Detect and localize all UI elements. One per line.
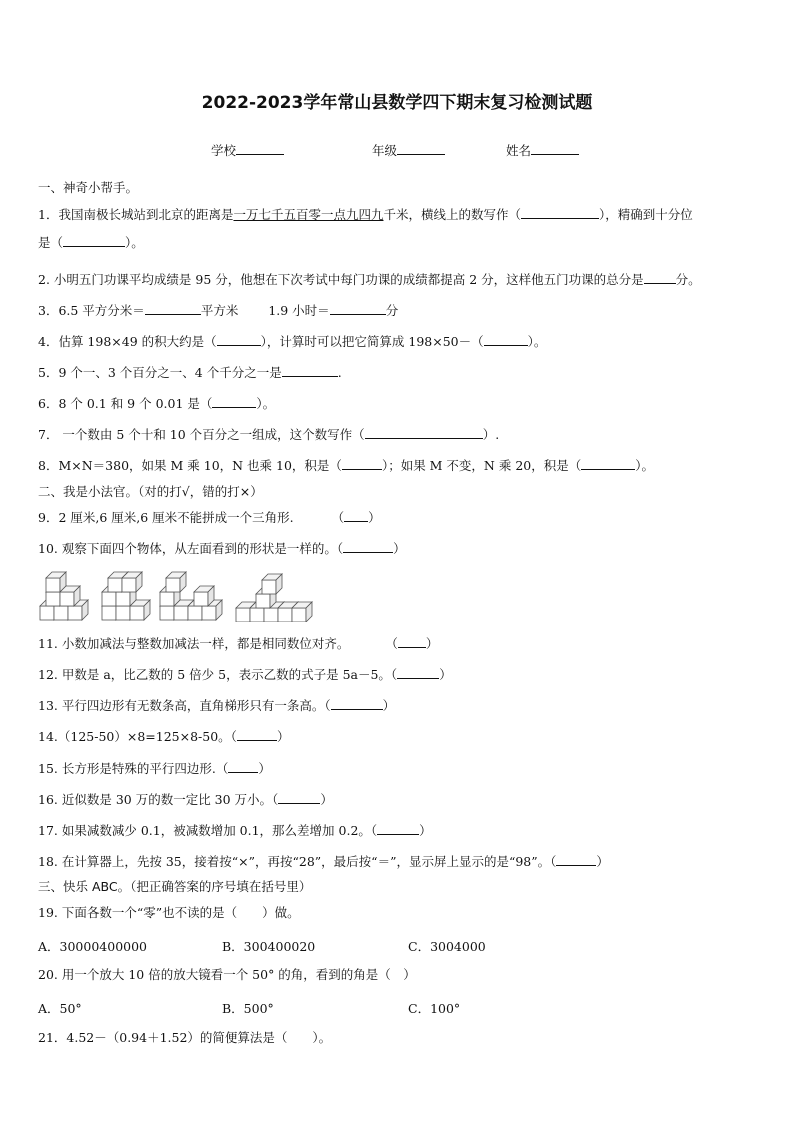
question-10 [38,540,758,557]
name-blank[interactable] [531,142,579,155]
q13-paren-close: ） [382,698,396,713]
grade-label: 年级 [372,143,398,158]
q17-text: 17. 如果减数减少 0.1，被减数增加 0.1，那么差增加 0.2。（ [38,823,378,838]
q11-paren-close: ） [425,636,439,651]
q19-option-b[interactable]: B．300400020 [222,939,316,954]
q14-blank[interactable] [237,728,277,741]
section-3-heading: 三、快乐 ABC。（把正确答案的序号填在括号里） [38,879,312,894]
q19-option-a[interactable]: A．30000400000 [38,939,148,954]
section-2-heading: 二、我是小法官。（对的打√，错的打×） [38,484,263,499]
q10-text: 10. 观察下面四个物体，从左面看到的形状是一样的。（ [38,541,344,556]
q8-blank-2[interactable] [581,457,635,470]
q3-text-c: 1.9 小时＝ [268,303,330,318]
q13-blank[interactable] [331,697,383,710]
q12-blank[interactable] [397,666,439,679]
q1-text-e: ）。 [125,235,144,250]
q20-option-c[interactable]: C．100° [408,1001,461,1016]
q10-blank[interactable] [343,540,393,553]
q9-blank[interactable] [344,509,368,522]
q20-option-a[interactable]: A．50° [38,1001,82,1016]
question-11 [38,635,758,652]
q4-blank-1[interactable] [217,333,261,346]
name-label: 姓名 [506,143,532,158]
q5-text-b: . [337,365,342,380]
q3-text-d: 分 [385,303,399,318]
q18-paren-close: ） [596,854,609,869]
page-title: 2022-2023学年常山县数学四下期末复习检测试题 [201,93,593,113]
q5-blank[interactable] [282,364,338,377]
q14-text: 14.（125-50）×8=125×8-50。（ [38,729,237,744]
question-16 [38,791,758,808]
q14-paren-close: ） [276,729,290,744]
q10-paren-close: ） [393,541,406,556]
q12-text: 12. 甲数是 a，比乙数的 5 倍少 5，表示乙数的式子是 5a－5。（ [38,667,398,682]
q4-text-b: ），计算时可以把它简算成 198×50－（ [260,334,484,349]
q8-text-c: ）。 [635,458,654,473]
q1-text-b: 千米，横线上的数写作（ [383,207,521,222]
question-18 [38,853,758,870]
q3-text-a: 3．6.5 平方分米＝ [38,303,145,318]
grade-field [372,141,445,159]
q2-end: 分。 [675,272,701,287]
q3-blank-2[interactable] [330,302,386,315]
q7-text-b: ）. [482,427,500,442]
q1-text-a: 1．我国南极长城站到北京的距离是 [38,207,234,222]
question-6 [38,395,758,412]
question-3 [38,302,758,319]
school-blank[interactable] [236,142,284,155]
question-9 [38,509,758,526]
question-19: 19. 下面各数一个“零”也不读的是（ ）做。 [38,905,300,920]
question-7 [38,426,758,443]
q1-underlined: 一万七千五百零一点九四九 [233,207,384,222]
q4-blank-2[interactable] [484,333,528,346]
q17-paren-close: ） [419,823,432,838]
q18-text: 18. 在计算器上，先按 35，接着按“×”，再按“28”，最后按“＝”，显示屏上显示的是“98”。（ [38,854,557,869]
q6-text-b: ）。 [256,396,276,411]
q7-text-a: 7． 一个数由 5 个十和 10 个百分之一组成，这个数写作（ [38,427,365,442]
q4-text-c: ）。 [527,334,547,349]
q9-text: 9．2 厘米,6 厘米,6 厘米不能拼成一个三角形. [38,510,294,525]
q7-blank[interactable] [365,426,483,439]
question-2 [38,271,758,288]
question-4 [38,333,758,350]
cube-figure-2 [102,572,150,620]
q1-blank-1[interactable] [521,206,599,219]
question-12 [38,666,758,683]
q9-paren-close: ） [368,510,381,525]
q3-blank-1[interactable] [145,302,201,315]
question-14 [38,728,758,745]
q1-text-c: ），精确到十分位 [599,207,693,222]
q13-text: 13. 平行四边形有无数条高，直角梯形只有一条高。（ [38,698,331,713]
q15-blank[interactable] [228,760,258,773]
q6-blank[interactable] [212,395,256,408]
q8-text-a: 8．M×N＝380，如果 M 乘 10，N 也乘 10，积是（ [38,458,342,473]
cube-figure-1 [40,572,88,620]
q8-blank-1[interactable] [342,457,382,470]
cube-figures [38,566,328,622]
question-15 [38,760,758,777]
q11-text: 11. 小数加减法与整数加减法一样，都是相同数位对齐。 [38,636,350,651]
q18-blank[interactable] [556,853,596,866]
q20-option-b[interactable]: B．500° [222,1001,274,1016]
q2-blank[interactable] [644,271,676,284]
question-17 [38,822,758,839]
question-1 [38,201,758,257]
question-8 [38,457,758,474]
q11-blank[interactable] [398,635,426,648]
question-5 [38,364,758,381]
q16-paren-close: ） [320,792,333,807]
q1-text-d: 是（ [38,235,64,250]
q12-paren-close: ） [439,667,452,682]
q15-paren-close: ） [258,761,271,776]
name-field [506,141,579,159]
q19-option-c[interactable]: C．3004000 [408,939,486,954]
question-21: 21．4.52－（0.94＋1.52）的简便算法是（ ）。 [38,1030,332,1045]
q4-text-a: 4．估算 198×49 的积大约是（ [38,334,217,349]
q15-text: 15. 长方形是特殊的平行四边形.（ [38,761,229,776]
q6-text-a: 6．8 个 0.1 和 9 个 0.01 是（ [38,396,213,411]
q9-paren-open: （ [331,510,345,525]
q3-text-b: 平方米 [200,303,239,318]
q17-blank[interactable] [377,822,419,835]
grade-blank[interactable] [397,142,445,155]
q2-text: 2. 小明五门功课平均成绩是 95 分，他想在下次考试中每门功课的成绩都提高 2 分，这样他五门功课的总分是 [38,272,644,287]
school-field [211,141,284,159]
cube-figure-3 [160,572,222,620]
q11-paren-open: （ [385,636,398,651]
q16-blank[interactable] [278,791,320,804]
q5-text-a: 5．9 个一、3 个百分之一、4 个千分之一是 [38,365,282,380]
cube-figure-4 [236,574,312,622]
q1-blank-2[interactable] [63,234,125,247]
section-1-heading: 一、神奇小帮手。 [38,180,139,195]
question-20: 20. 用一个放大 10 倍的放大镜看一个 50° 的角，看到的角是（ ） [38,967,416,982]
question-13 [38,697,758,714]
q16-text: 16. 近似数是 30 万的数一定比 30 万小。（ [38,792,279,807]
q8-text-b: ）；如果 M 不变，N 乘 20，积是（ [381,458,582,473]
school-label: 学校 [211,143,237,158]
